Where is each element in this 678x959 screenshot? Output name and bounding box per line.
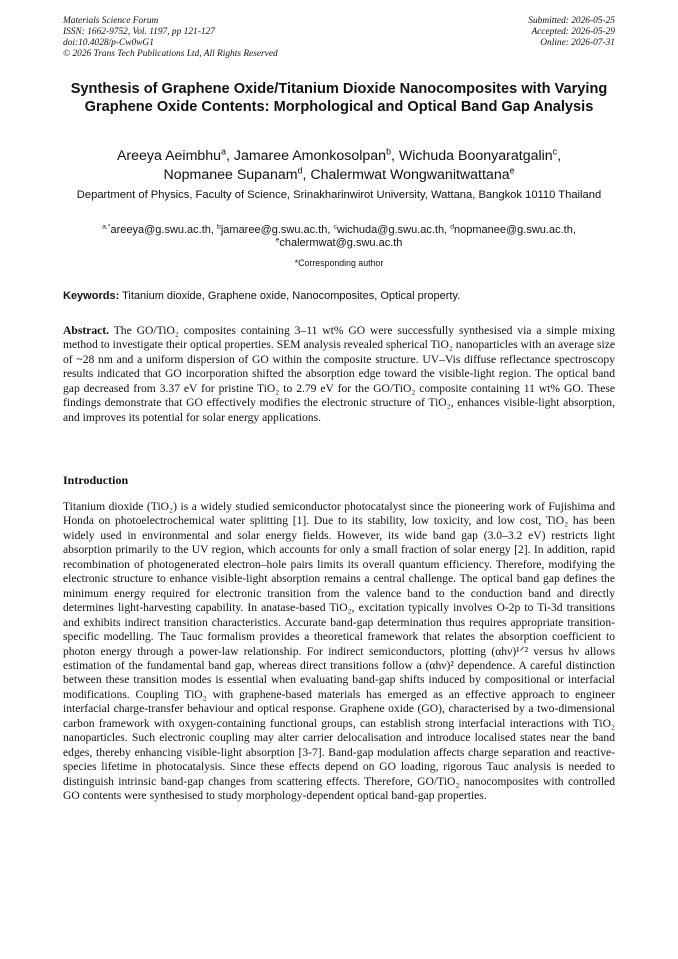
author-separator: , [557, 148, 562, 164]
keywords-label: Keywords: [63, 290, 120, 302]
email-entry [102, 224, 217, 236]
email-separator: , [572, 224, 576, 236]
author-name: Wichuda Boonyaratgalin [398, 148, 553, 164]
email-entry [334, 224, 451, 236]
publication-dates [528, 16, 615, 49]
date-submitted: Submitted: 2026-05-25 [528, 16, 615, 26]
abstract-text: The GO/TiO₂ composites containing 3–11 wt% GO were successfully synthesised via a simple mixing method to investigate their optical properties. SEM analysis revealed spherical TiO₂ nanoparticles with an average size of ~28 nm and a uniform dispersion of GO within the composite structure. UV–Vis diffuse reflectance spectroscopy results indicated that GO incorporation shifted the absorption edge toward the visible-light region. The optical band gap decreased from 3.37 eV for pristine TiO₂ to 2.79 eV for the GO/TiO₂ composite containing 11 wt% GO. These findings demonstrate that GO effectively modifies the electronic structure of TiO₂, enhances visible-light absorption, and improves its potential for solar energy applications. [63, 324, 615, 424]
introduction-text: Titanium dioxide (TiO₂) is a widely studied semiconductor photocatalyst since the pioneering work of Fujishima and Honda on photoelectrochemical water splitting [1]. Due to its stability, low toxicity, and low cost, TiO₂ has been widely used in environmental and solar energy fields. However, its wide band gap (3.0–3.2 eV) restricts light absorption primarily to the UV region, which accounts for only a small fraction of solar energy [2]. In addition, rapid recombination of photogenerated electron–hole pairs limits its overall quantum efficiency. Therefore, modifying the electronic structure to enhance visible-light absorption remains a central challenge. The optical band gap defines the minimum energy required for electronic transition from the valence band to the conduction band and directly determines light-harvesting capability. In anatase-based TiO₂, excitation typically involves O-2p to Ti-3d transitions and exhibits indirect transition characteristics. Accurate band-gap determination thus requires appropriate transition-specific modelling. The Tauc formalism provides a theoretical framework that relates the absorption coefficient to photon energy through a power-law relationship. For indirect semiconductors, plotting (αhν)¹ᐟ² versus hν allows estimation of the fundamental band gap, whereas direct transitions follow a (αhν)² dependence. A careful distinction between these transition modes is essential when evaluating band-gap shifts induced by compositional or interfacial modifications. Coupling TiO₂ with graphene-based materials has emerged as an effective approach to engineer interfacial charge-transfer behaviour and optical response. Graphene oxide (GO), characterised by a two-dimensional carbon framework with oxygen-containing functional groups, can establish strong interfacial interactions with TiO₂ nanoparticles. Such electronic coupling may alter carrier delocalisation and introduce localised states near the band edges, thereby enhancing visible-light absorption [3-7]. Band-gap modulation affects charge separation and reactive-species lifetime in photocatalysis. Since these effects depend on GO loading, rigorous Tauc analysis is needed to distinguish intrinsic band-gap changes from scattering effects. Therefore, GO/TiO₂ nanocomposites with controlled GO contents were synthesised to study morphology-dependent optical band-gap properties. [63, 500, 615, 803]
corresponding-author-note: *Corresponding author [294, 258, 384, 268]
author-affil-mark: d [297, 165, 303, 176]
journal-issn: ISSN: 1662-9752, Vol. 1197, pp 121-127 [63, 27, 215, 37]
email-mark: d [450, 223, 455, 231]
author-affil-mark: c [552, 146, 558, 157]
author [310, 167, 514, 183]
email-address[interactable]: nopmanee@g.swu.ac.th [454, 224, 573, 236]
email-entry [217, 224, 333, 236]
date-accepted: Accepted: 2026-05-29 [531, 27, 615, 37]
abstract-label: Abstract. [63, 324, 110, 337]
paper-title: Synthesis of Graphene Oxide/Titanium Dioxide Nanocomposites with Varying Graphene Oxide Contents: Morphological and Optical Band Gap Analysis [70, 81, 608, 115]
author [234, 148, 399, 164]
affiliation: Department of Physics, Faculty of Science, Srinakharinwirot University, Wattana, Bangkok 10110 Thailand [76, 189, 602, 201]
email-address[interactable]: chalermwat@g.swu.ac.th [279, 237, 403, 249]
keywords-text: Titanium dioxide, Graphene oxide, Nanocomposites, Optical property. [122, 290, 461, 302]
author-affil-mark: a [221, 146, 226, 157]
section-heading-introduction: Introduction [63, 473, 129, 487]
email-address[interactable]: wichuda@g.swu.ac.th [336, 224, 445, 236]
author-name: Jamaree Amonkosolpan [233, 148, 387, 164]
author-affil-mark: b [386, 146, 391, 157]
email-separator: , [210, 224, 218, 236]
author-name: Areeya Aeimbhu [116, 148, 222, 164]
email-list [63, 224, 615, 250]
email-entry [450, 224, 576, 236]
email-mark: a,* [102, 223, 111, 231]
author-affil-mark: e [509, 165, 515, 176]
author [163, 167, 310, 183]
email-entry [276, 237, 403, 249]
journal-name: Materials Science Forum [63, 16, 159, 26]
journal-copyright: © 2026 Trans Tech Publications Ltd, All Rights Reserved [63, 49, 278, 59]
email-address[interactable]: jamaree@g.swu.ac.th [220, 224, 328, 236]
author-name: Nopmanee Supanam [163, 167, 298, 183]
email-separator: , [444, 224, 451, 236]
email-mark: b [217, 223, 221, 231]
journal-doi[interactable]: doi:10.4028/p-Cw0wG1 [63, 38, 154, 48]
author-separator: , [390, 148, 399, 164]
author-separator: , [225, 148, 234, 164]
email-mark: c [333, 223, 337, 231]
author-separator: , [302, 167, 311, 183]
date-online: Online: 2026-07-31 [540, 38, 615, 48]
keywords [63, 290, 615, 302]
author-list [63, 147, 615, 185]
author-name: Chalermwat Wongwanitwattana [310, 167, 510, 183]
email-separator: , [327, 224, 334, 236]
author [399, 148, 561, 164]
author [117, 148, 234, 164]
abstract [63, 324, 615, 425]
journal-info [63, 16, 278, 60]
email-address[interactable]: areeya@g.swu.ac.th [110, 224, 211, 236]
email-mark: e [275, 236, 280, 244]
